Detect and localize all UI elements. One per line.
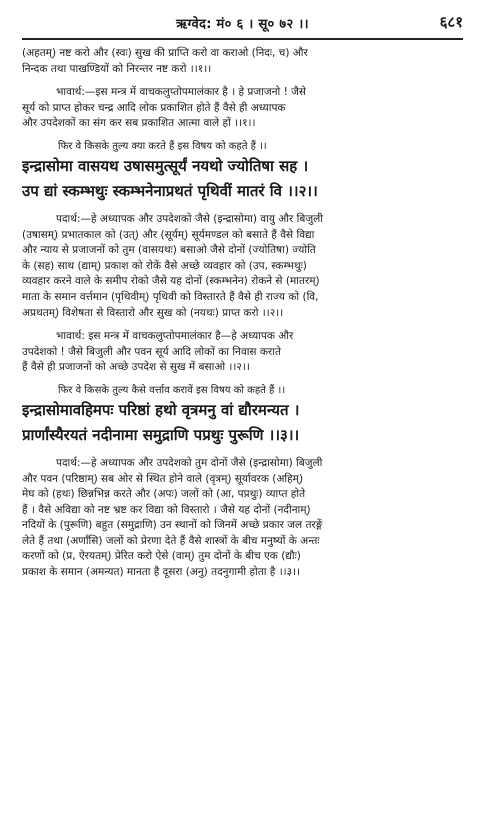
- bhavartha-1: [22, 85, 463, 132]
- text-line: भावार्थ: इस मन्त्र में वाचकलुप्तोपमालंकार है—हे अध्यापक और: [56, 330, 294, 343]
- text-line: प्रकाश के समान (अमन्यत) मानता है दूसरा (अनु) तदनुगामी होता है ।।३।।: [22, 566, 301, 579]
- text-line: और पवन (परिष्ठाम्) सब ओर से स्थित होने वाले (वृत्रम्) सूर्यावरक (अहिम्): [22, 472, 304, 485]
- mantra-2: [22, 154, 463, 204]
- text-line: अप्रथतम्) विशेषता से विस्तारो और सुख को (नयथः) प्राप्त करो ।।२।।: [22, 306, 284, 319]
- padartha-continuation: [22, 46, 463, 77]
- text-line: और उपदेशकों का संग कर सब प्रकाशित आत्मा वाले हों ।।१।।: [22, 117, 256, 130]
- mantra-line: इन्द्रासोमा वासयथ उषासमुत्सूर्यं नयथो ज्योतिषा सह ।: [22, 156, 309, 175]
- text-line: नदियों के (पुरूणि) बहुत (समुद्राणि) उन स्थानों को जिनमें अच्छे प्रकार जल तरङ्गें: [22, 519, 323, 532]
- bhavartha-2: [22, 329, 463, 376]
- text-line: माता के समान वर्त्तमान (पृथिवीम्) पृथिवी को विस्तारते हैं वैसे ही राज्य को (वि,: [22, 290, 319, 303]
- text-line: के (सह) साथ (द्याम्) प्रकाश को रोकें वैसे अच्छे व्यवहार को (उप, स्कम्भथुः): [22, 259, 307, 272]
- text-line: और न्याय से प्रजाजनों को तुम (वासयथः) बसाओ जैसे दोनों (ज्योतिषा) ज्योति: [22, 244, 316, 257]
- text-line: हैं वैसे ही प्रजाजनों को अच्छे उपदेश से सुख में बसाओ ।।२।।: [22, 361, 250, 374]
- text-line: भावार्थ:—इस मन्त्र में वाचकलुप्तोपमालंकार है । हे प्रजाजनो ! जैसे: [56, 86, 307, 99]
- header-rule: [22, 38, 463, 40]
- text-line: लेते हैं तथा (अर्णांसि) जलों को प्रेरणा देते हैं वैसे शास्त्रों के बीच मनुष्यों के अन्तः: [22, 534, 320, 547]
- text-line: (उषासम्) प्रभातकाल को (उत्) और (सूर्यम्) सूर्यमण्डल को बसाते हैं वैसे विद्या: [22, 228, 315, 241]
- section-intro-2: फिर वे किसके तुल्य क्या करते हैं इस विषय को कहते हैं ।।: [58, 140, 267, 152]
- text-line: सूर्य को प्राप्त होकर चन्द्र आदि लोक प्रकाशित होते हैं वैसे ही अध्यापक: [22, 101, 286, 114]
- text-line: उपदेशको ! जैसे बिजुली और पवन सूर्य आदि लोकों का निवास कराते: [22, 345, 281, 358]
- section-intro-3: फिर वे किसके तुल्य कैसे वर्त्ताव करावें इस विषय को कहते हैं ।।: [58, 384, 286, 396]
- text-line: पदार्थ:—हे अध्यापक और उपदेशको तुम दोनों जैसे (इन्द्रासोमा) बिजुली: [56, 456, 323, 469]
- text-line: मेघ को (हथः) छिन्नभिन्न करते और (अपः) जलों को (आ, पप्रथुः) व्याप्त होते: [22, 488, 306, 501]
- mantra-line: उप द्यां स्कम्भथुः स्कम्भनेनाप्रथतं पृथिवीं मातरं वि ।।२।।: [22, 181, 318, 200]
- text-line: करणों को (प्र, ऐरयतम्) प्रेरित करो ऐसे (वाम्) तुम दोनों के बीच एक (द्यौः): [22, 550, 301, 563]
- mantra-line: इन्द्रासोमावहिमपः परिष्ठां हथो वृत्रमनु वां द्यौरमन्यत ।: [22, 400, 300, 419]
- text-line: निन्दक तथा पाखण्डियों को निरन्तर नष्ट करो ।।१।।: [22, 62, 212, 75]
- text-line: (अहतम्) नष्ट करो और (स्वः) सुख की प्राप्ति करो वा कराओ (निदः, च) और: [22, 47, 308, 59]
- text-line: व्यवहार करने वाले के समीप रोको जैसे यह दोनों (स्कम्भनेन) रोकने से (मातरम्): [22, 275, 320, 288]
- padartha-2: [22, 212, 463, 321]
- text-line: हैं । वैसे अविद्या को नष्ट भ्रष्ट कर विद्या को विस्तारो । जैसे यह दोनों (नदीनाम्): [22, 503, 311, 516]
- page-number: ६८१: [439, 13, 463, 31]
- text-line: पदार्थ:—हे अध्यापक और उपदेशको जैसे (इन्द्रासोमा) वायु और बिजुली: [56, 212, 323, 225]
- running-head: ऋग्वेद: मं० ६ । सू० ७२ ।।: [176, 17, 309, 32]
- page-header: [22, 12, 463, 34]
- mantra-3: [22, 398, 463, 448]
- mantra-line: प्रार्णांस्यैरयतं नदीनामा समुद्राणि पप्रथुः पुरूणि ।।३।।: [22, 425, 300, 444]
- padartha-3: [22, 456, 463, 581]
